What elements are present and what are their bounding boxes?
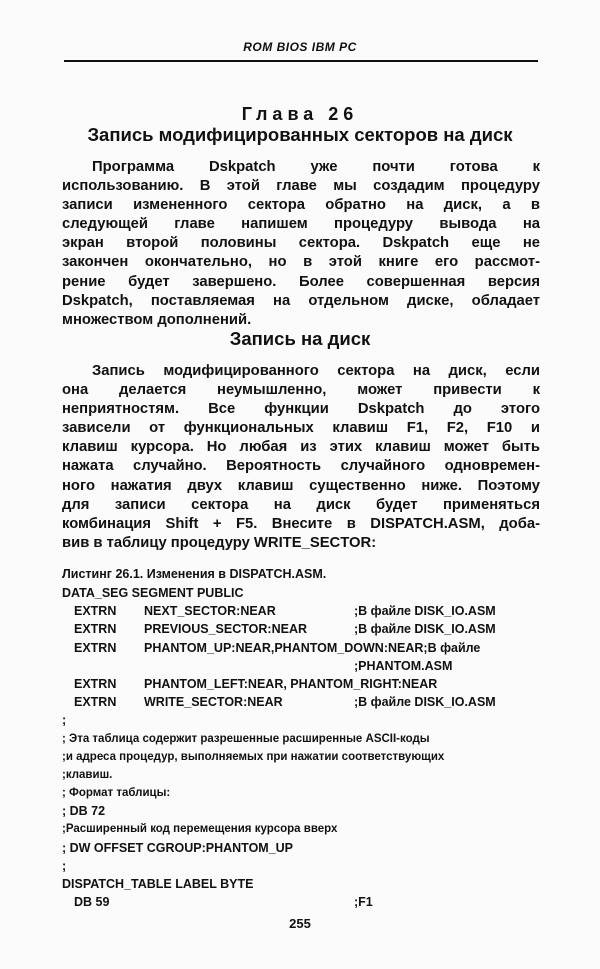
code-line <box>62 730 542 748</box>
code-line <box>62 675 542 693</box>
code-token: WRITE_SECTOR:NEAR <box>144 695 283 710</box>
text-line: неприятностям. Все функции Dskpatch до этого <box>62 401 540 418</box>
code-line <box>62 639 542 657</box>
text-line: ного нажатия двух клавиш существенно ниже. Поэтому <box>62 477 540 494</box>
code-token: ;и адреса процедур, выполняемых при нажатии соответствующих <box>62 750 445 763</box>
code-line <box>62 784 542 802</box>
code-token: ; DW OFFSET CGROUP:PHANTOM_UP <box>62 840 294 855</box>
text-line: рение будет завершено. Более совершенная версия <box>62 273 540 290</box>
code-line <box>62 875 542 893</box>
section-paragraph <box>62 362 540 553</box>
text-line: для записи сектора на диск будет применяться <box>62 496 540 513</box>
code-token: EXTRN <box>74 622 117 637</box>
code-token: ;В файле DISK_IO.ASM <box>354 622 496 637</box>
code-token: ; <box>62 713 67 728</box>
code-token: DB 59 <box>74 895 110 910</box>
chapter-number: Глава 26 <box>241 104 359 124</box>
code-line <box>62 839 542 857</box>
text-line: Программа Dskpatch уже почти готова к <box>92 159 540 175</box>
code-line <box>62 857 542 875</box>
text-line: комбинация Shift + F5. Внесите в DISPATCH.ASM, доба- <box>62 515 540 532</box>
code-line <box>62 748 542 766</box>
code-token: ; <box>62 858 67 873</box>
code-token: ;В файле DISK_IO.ASM <box>354 604 496 619</box>
code-token: ; DB 72 <box>62 804 106 819</box>
code-listing <box>62 584 542 911</box>
text-line: зависели от функциональных клавиш F1, F2, F10 и <box>62 420 540 437</box>
code-token: NEXT_SECTOR:NEAR <box>144 604 276 619</box>
page-number: 255 <box>289 916 311 931</box>
text-line: она делается неумышленно, может привести к <box>62 382 540 399</box>
text-line: использованию. В этой главе мы создадим процедуру <box>62 178 540 195</box>
code-token: ;В файле DISK_IO.ASM <box>354 695 496 710</box>
code-token: ; Эта таблица содержит разрешенные расширенные ASCII-коды <box>62 732 430 745</box>
code-token: EXTRN <box>74 604 117 619</box>
section-heading: Запись на диск <box>229 328 371 349</box>
text-line: следующей главе напишем процедуру вывода на <box>62 216 540 233</box>
code-token: PREVIOUS_SECTOR:NEAR <box>144 622 307 637</box>
header-rule <box>64 60 538 62</box>
listing-title: Листинг 26.1. Изменения в DISPATCH.ASM. <box>62 567 327 581</box>
text-line: нажата случайно. Вероятность случайного одновремен- <box>62 458 540 475</box>
code-line <box>62 802 542 820</box>
code-token: ;Расширенный код перемещения курсора вверх <box>62 823 338 836</box>
code-token: EXTRN <box>74 640 117 655</box>
code-token: PHANTOM_LEFT:NEAR, PHANTOM_RIGHT:NEAR <box>144 676 438 691</box>
chapter-title: Запись модифицированных секторов на диск <box>87 124 513 145</box>
code-token: EXTRN <box>74 695 117 710</box>
code-line <box>62 711 542 729</box>
code-line <box>62 820 542 838</box>
code-line <box>62 893 542 911</box>
running-head: ROM BIOS IBM PC <box>243 40 357 54</box>
text-line: Dskpatch, поставляемая на отдельном диске, обладает <box>62 292 540 309</box>
text-line: записи измененного сектора обратно на диск, а в <box>62 197 540 214</box>
code-token: DATA_SEG SEGMENT PUBLIC <box>62 586 244 600</box>
code-token: EXTRN <box>74 676 117 691</box>
text-line: экран второй половины сектора. Dskpatch еще не <box>62 235 540 252</box>
code-token: ; Формат таблицы: <box>62 787 171 800</box>
intro-paragraph <box>62 158 540 330</box>
code-line <box>62 766 542 784</box>
code-token: ;PHANTOM.ASM <box>354 658 453 673</box>
code-token: PHANTOM_UP:NEAR,PHANTOM_DOWN:NEAR;В файле <box>144 640 481 655</box>
code-line <box>62 657 542 675</box>
text-line: вив в таблицу процедуру WRITE_SECTOR: <box>62 534 377 551</box>
text-line: Запись модифицированного сектора на диск, если <box>92 363 540 379</box>
code-line <box>62 693 542 711</box>
code-line <box>62 602 542 620</box>
code-token: ;клавиш. <box>62 768 113 781</box>
code-token: ;F1 <box>354 895 373 910</box>
code-line <box>62 620 542 638</box>
code-line <box>62 584 542 602</box>
text-line: закончен окончательно, но в этой книге его рассмот- <box>62 254 540 271</box>
code-token: DISPATCH_TABLE LABEL BYTE <box>62 877 254 891</box>
text-line: клавиш курсора. Но любая из этих клавиш может быть <box>62 439 540 456</box>
text-line: множеством дополнений. <box>62 311 252 328</box>
